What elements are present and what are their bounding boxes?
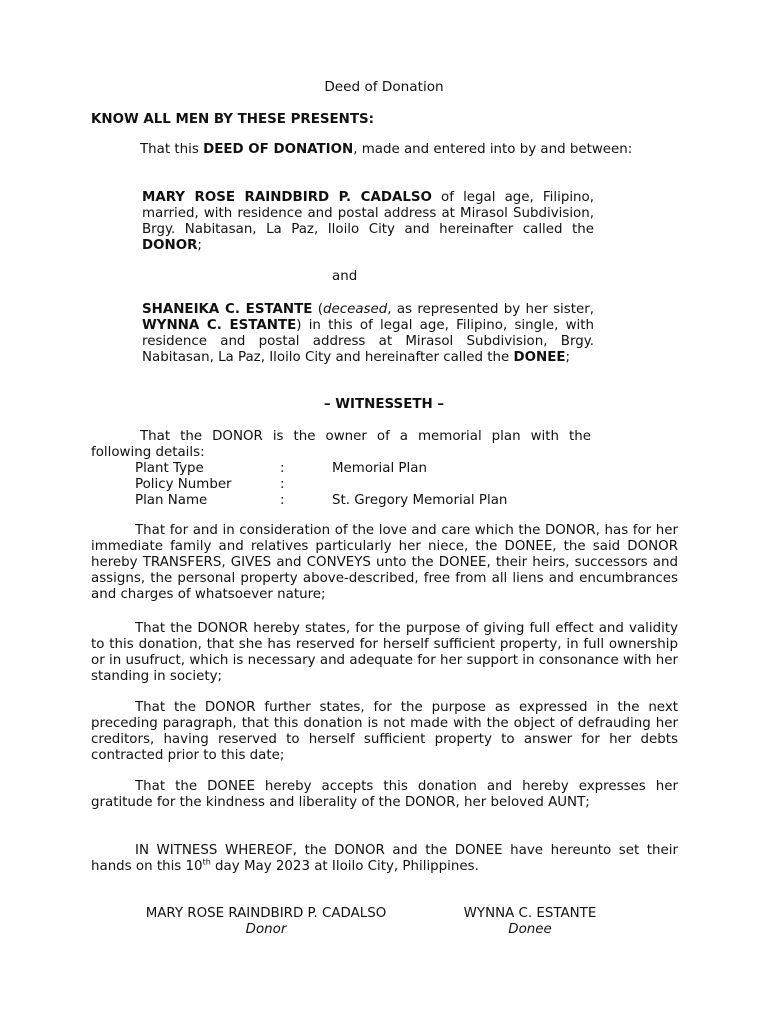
detail-row-plant-type — [135, 461, 555, 477]
donee-signature-role: Donee — [508, 922, 552, 937]
owner-paragraph: That the DONOR is the owner of a memorial plan with the following details: — [91, 429, 591, 460]
intro-paragraph — [91, 142, 678, 158]
donee-end: ; — [565, 350, 570, 365]
donee-role: DONEE — [513, 350, 566, 365]
donee-description: ) in this of legal age, Filipino, single, with residence and postal address at Mirasol Subdivision, Brgy. Nabitasan, La Paz, Iloilo City and hereinafter called the — [142, 318, 595, 365]
donor-end: ; — [197, 238, 202, 253]
detail-colon: : — [280, 477, 285, 492]
donor-role: DONOR — [142, 238, 198, 253]
donor-further-states-paragraph: That the DONOR further states, for the purpose as expressed in the next preceding paragraph, that this donation is not made with the object of defrauding her creditors, having reserved to herself sufficient property to answer for her debts contracted prior to this date; — [91, 700, 678, 763]
donee-open-paren: ( — [312, 302, 323, 317]
detail-colon: : — [280, 461, 285, 476]
document-title: Deed of Donation — [324, 79, 444, 95]
donor-party-paragraph — [142, 190, 594, 254]
witness-whereof-post: day May 2023 at Iloilo City, Philippines. — [210, 859, 479, 874]
detail-label: Policy Number — [135, 477, 232, 492]
donee-name: SHANEIKA C. ESTANTE — [142, 302, 313, 317]
donee-represented: , as represented by her sister, — [387, 302, 595, 317]
consideration-paragraph: That for and in consideration of the love and care which the DONOR, has for her immediate family and relatives particularly her niece, the DONEE, the said DONOR hereby TRANSFERS, GIVES and CONVEYS unto the DONEE, their heirs, successors and assigns, the personal property above-described, free from all liens and encumbrances and charges of whatsoever nature; — [91, 523, 678, 602]
detail-colon: : — [280, 493, 285, 508]
donee-party-paragraph — [142, 302, 594, 366]
donor-signature-name: MARY ROSE RAINDBIRD P. CADALSO — [145, 906, 387, 921]
intro-pre: That this — [140, 142, 204, 157]
donor-signature-role: Donor — [245, 922, 287, 937]
plan-details — [135, 461, 555, 509]
donor-name: MARY ROSE RAINDBIRD P. CADALSO — [142, 190, 432, 205]
detail-row-policy-number — [135, 477, 555, 493]
know-all-heading: KNOW ALL MEN BY THESE PRESENTS: — [91, 112, 375, 127]
deed-of-donation-bold: DEED OF DONATION — [203, 142, 354, 157]
detail-row-plan-name — [135, 493, 555, 509]
detail-label: Plant Type — [135, 461, 204, 476]
donor-description: of legal age, Filipino, married, with residence and postal address at Mirasol Subdivision, Brgy. Nabitasan, La Paz, Iloilo City and hereinafter called the — [142, 190, 594, 237]
and-connector: and — [332, 269, 358, 284]
intro-post: , made and entered into by and between: — [353, 142, 633, 157]
witness-whereof-paragraph — [91, 843, 678, 875]
donee-signature-block — [430, 906, 630, 938]
donor-signature-block — [96, 906, 436, 938]
witness-whereof-pre: IN WITNESS WHEREOF, the DONOR and the DONEE have hereunto set their hands on this 10 — [91, 843, 678, 874]
detail-label: Plan Name — [135, 493, 208, 508]
detail-value: St. Gregory Memorial Plan — [332, 493, 508, 508]
ordinal-suffix: th — [202, 857, 211, 867]
donee-accepts-paragraph: That the DONEE hereby accepts this donation and hereby expresses her gratitude for the kindness and liberality of the DONOR, her beloved AUNT; — [91, 779, 678, 810]
detail-value: Memorial Plan — [332, 461, 427, 476]
deceased-italic: deceased — [322, 302, 388, 317]
sister-name: WYNNA C. ESTANTE — [142, 318, 297, 333]
donor-states-paragraph: That the DONOR hereby states, for the purpose of giving full effect and validity to this donation, that she has reserved for herself sufficient property, in full ownership or in usufruct, which is necessary and adequate for her support in consonance with her standing in society; — [91, 621, 678, 684]
donee-signature-name: WYNNA C. ESTANTE — [463, 906, 597, 921]
witnesseth-heading: – WITNESSETH – — [323, 397, 445, 412]
